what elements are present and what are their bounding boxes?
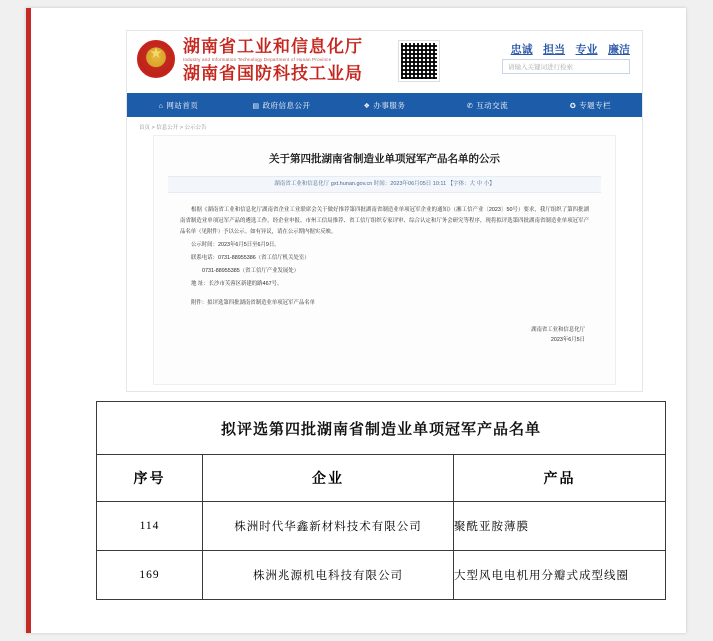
cell-product: 聚酰亚胺薄膜 — [454, 502, 666, 551]
article-paragraph-2: 公示时间：2023年6月5日至6月9日。 — [191, 242, 280, 248]
nav-item-interaction[interactable] — [436, 100, 539, 111]
slogan-group — [505, 40, 630, 58]
website-screenshot — [126, 30, 643, 392]
table-header-index: 序号 — [97, 455, 203, 502]
nav-item-topics[interactable] — [539, 100, 642, 111]
cell-index: 169 — [97, 551, 203, 600]
site-title-line2: 湖南省国防科技工业局 — [183, 64, 363, 83]
signature-date: 2023年6月5日 — [550, 337, 585, 343]
article-title: 关于第四批湖南省制造业单项冠军产品名单的公示 — [269, 154, 500, 165]
document-icon: ▤ — [252, 102, 260, 110]
article-paragraph-1: 根据《湖南省工业和信息化厅湖南省企业工业联席会关于做好推荐第四批湖南省制造业单项冠军企业的通知》（湘工信产业〔2023〕50号）要求，我厅组织了第四批湖南省制造业单项冠军产品的遴选工作。经企业申报、市州工信局推荐、省工信厅组织专家评审、综合认定和厅务会研究等程序，现将拟评选第四批湖南省制造业单项冠军产品名单（见附件）予以公示。如有异议，请在公示期内据实反映。 — [180, 207, 589, 235]
qr-code-icon — [399, 41, 439, 81]
article-container — [153, 135, 616, 385]
document-page — [26, 8, 686, 633]
article-attachment-line: 附件：拟评选第四批湖南省制造业单项冠军产品名单 — [191, 300, 315, 306]
nav-label-home: 网站首页 — [166, 100, 199, 110]
site-title-line1: 湖南省工业和信息化厅 — [183, 37, 363, 56]
champion-products-table — [97, 402, 665, 599]
site-title-block — [183, 37, 363, 84]
signature-org: 湖南省工业和信息化厅 — [531, 327, 585, 333]
table-header-enterprise: 企业 — [203, 455, 454, 502]
nav-item-info-disclosure[interactable] — [230, 100, 333, 111]
nav-label-info-disclosure: 政府信息公开 — [262, 100, 311, 110]
table-header-product: 产品 — [454, 455, 666, 502]
article-paragraph-5: 地 址：长沙市芙蓉区新建的路467号。 — [191, 281, 283, 287]
chat-icon: ✆ — [466, 102, 474, 110]
nav-item-services[interactable] — [333, 100, 436, 111]
site-header — [127, 31, 642, 93]
nav-label-topics: 专题专栏 — [579, 100, 612, 110]
main-navigation — [127, 93, 642, 117]
breadcrumb[interactable]: 首页 > 信息公开 > 公示公告 — [139, 125, 207, 131]
article-body — [180, 205, 589, 309]
service-icon: ❖ — [363, 102, 371, 110]
cell-enterprise: 株洲兆源机电科技有限公司 — [203, 551, 454, 600]
table-row — [97, 502, 665, 551]
cell-product: 大型风电电机用分瓣式成型线圈 — [454, 570, 629, 582]
attachment-table-container — [96, 401, 666, 600]
site-title-english: Industry and Information Technology Department of Hunan Province — [183, 57, 332, 62]
slogan-word-2: 担当 — [543, 44, 566, 56]
cell-index: 114 — [97, 502, 203, 551]
nav-label-services: 办事服务 — [373, 100, 406, 110]
table-title: 拟评选第四批湖南省制造业单项冠军产品名单 — [97, 402, 665, 455]
national-emblem-icon — [137, 40, 175, 78]
star-icon: ✪ — [569, 102, 577, 110]
table-header-row — [97, 455, 665, 502]
nav-label-interaction: 互动交流 — [476, 100, 509, 110]
slogan-word-3: 专业 — [575, 44, 598, 56]
slogan-word-4: 廉洁 — [608, 44, 630, 56]
article-meta: 湖南省工业和信息化厅 gxt.hunan.gov.cn 时间：2023年06月05日 10:11 【字体：大 中 小】 — [168, 176, 601, 193]
article-signature — [154, 325, 615, 345]
article-paragraph-4: 0731-88955385（省工信厅产业发展处） — [202, 268, 300, 274]
slogan-word-1: 忠诚 — [510, 44, 533, 56]
cell-enterprise: 株洲时代华鑫新材料技术有限公司 — [203, 502, 454, 551]
home-icon: ⌂ — [158, 102, 164, 110]
table-row — [97, 551, 665, 600]
search-input[interactable]: 请输入关键词进行检索 — [502, 59, 630, 74]
article-paragraph-3: 联系电话：0731-88955386（省工信厅机关处室） — [191, 255, 310, 261]
nav-item-home[interactable] — [127, 100, 230, 111]
